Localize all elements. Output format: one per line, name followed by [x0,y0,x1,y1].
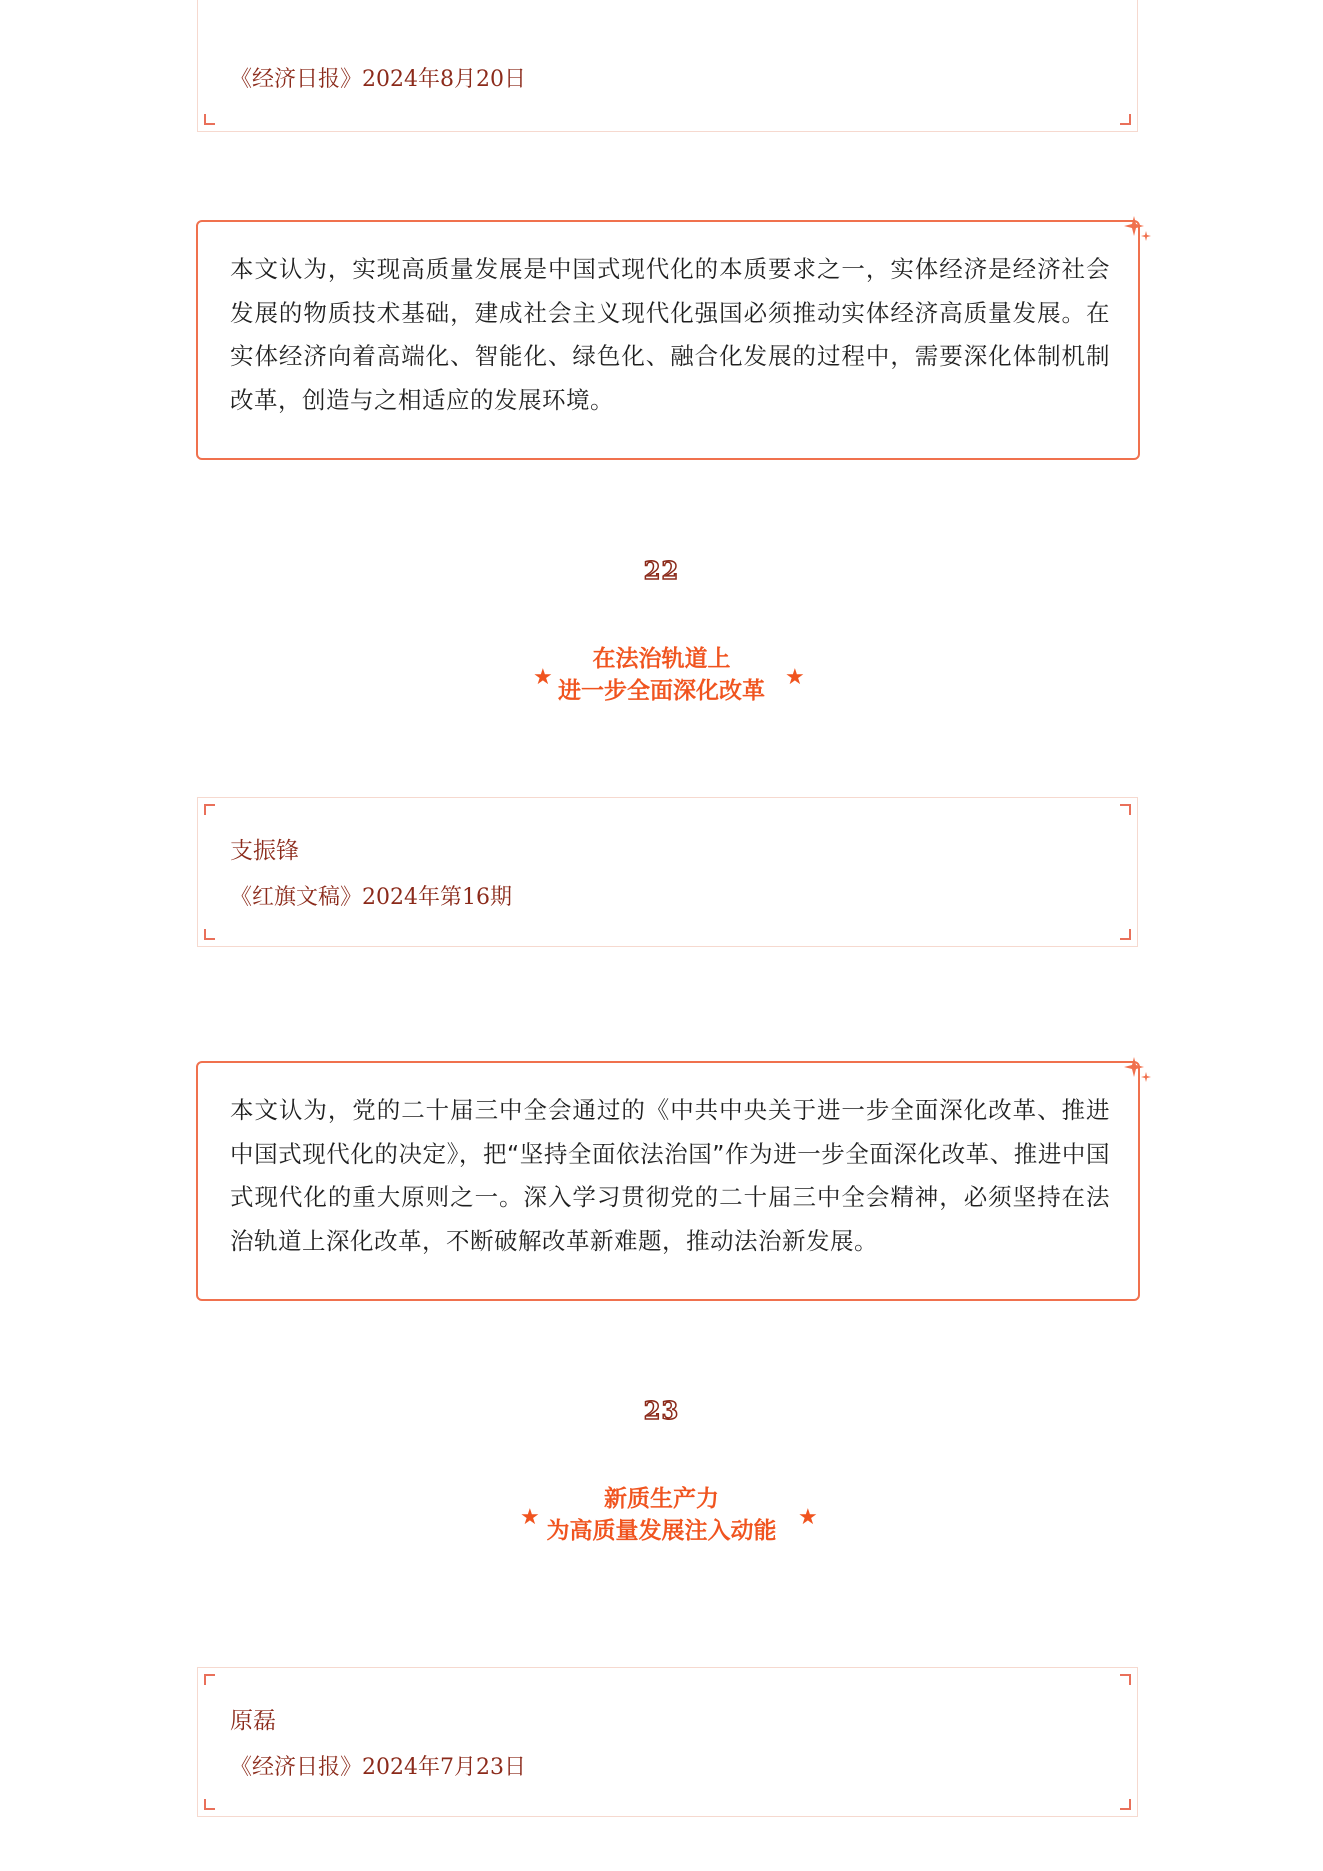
section-title-line2: 进一步全面深化改革 [558,678,765,704]
corner-ornament [1120,114,1131,125]
corner-ornament [1120,1799,1131,1810]
corner-ornament [204,1674,215,1685]
summary-text: 本文认为，实现高质量发展是中国式现代化的本质要求之一，实体经济是经济社会发展的物质技术基础，建成社会主义现代化强国必须推动实体经济高质量发展。在实体经济向着高端化、智能化、绿色化、融合化发展的过程中，需要深化体制机制改革，创造与之相适应的发展环境。 [230,255,1110,414]
section-number: 23 [643,1396,680,1425]
summary-box [196,1061,1140,1301]
source-card [197,1667,1138,1817]
section-title-line2: 为高质量发展注入动能 [546,1518,777,1544]
corner-ornament [204,114,215,125]
section-number: 22 [643,556,680,585]
author-name: 支振锋 [230,838,299,864]
corner-ornament [1120,929,1131,940]
section-title-line1: 新质生产力 [604,1486,719,1512]
source-card [197,797,1138,947]
star-icon: ★ [785,665,805,690]
corner-ornament [1120,1674,1131,1685]
source-text: 《红旗文稿》2024年第16期 [230,885,512,910]
source-text: 《经济日报》2024年8月20日 [230,67,526,92]
summary-box [196,220,1140,460]
source-card [197,0,1138,132]
section-title-line1: 在法治轨道上 [592,646,731,672]
star-icon: ★ [533,665,553,690]
sparkle-icon [1122,214,1152,244]
source-text: 《经济日报》2024年7月23日 [230,1755,526,1780]
star-icon: ★ [798,1505,818,1530]
corner-ornament [1120,804,1131,815]
corner-ornament [204,804,215,815]
sparkle-icon [1122,1055,1152,1085]
star-icon: ★ [520,1505,540,1530]
corner-ornament [204,1799,215,1810]
summary-text: 本文认为，党的二十届三中全会通过的《中共中央关于进一步全面深化改革、推进中国式现代化的决定》，把“坚持全面依法治国”作为进一步全面深化改革、推进中国式现代化的重大原则之一。深入学习贯彻党的二十届三中全会精神，必须坚持在法治轨道上深化改革，不断破解改革新难题，推动法治新发展。 [230,1096,1110,1255]
corner-ornament [204,929,215,940]
author-name: 原磊 [230,1708,276,1734]
